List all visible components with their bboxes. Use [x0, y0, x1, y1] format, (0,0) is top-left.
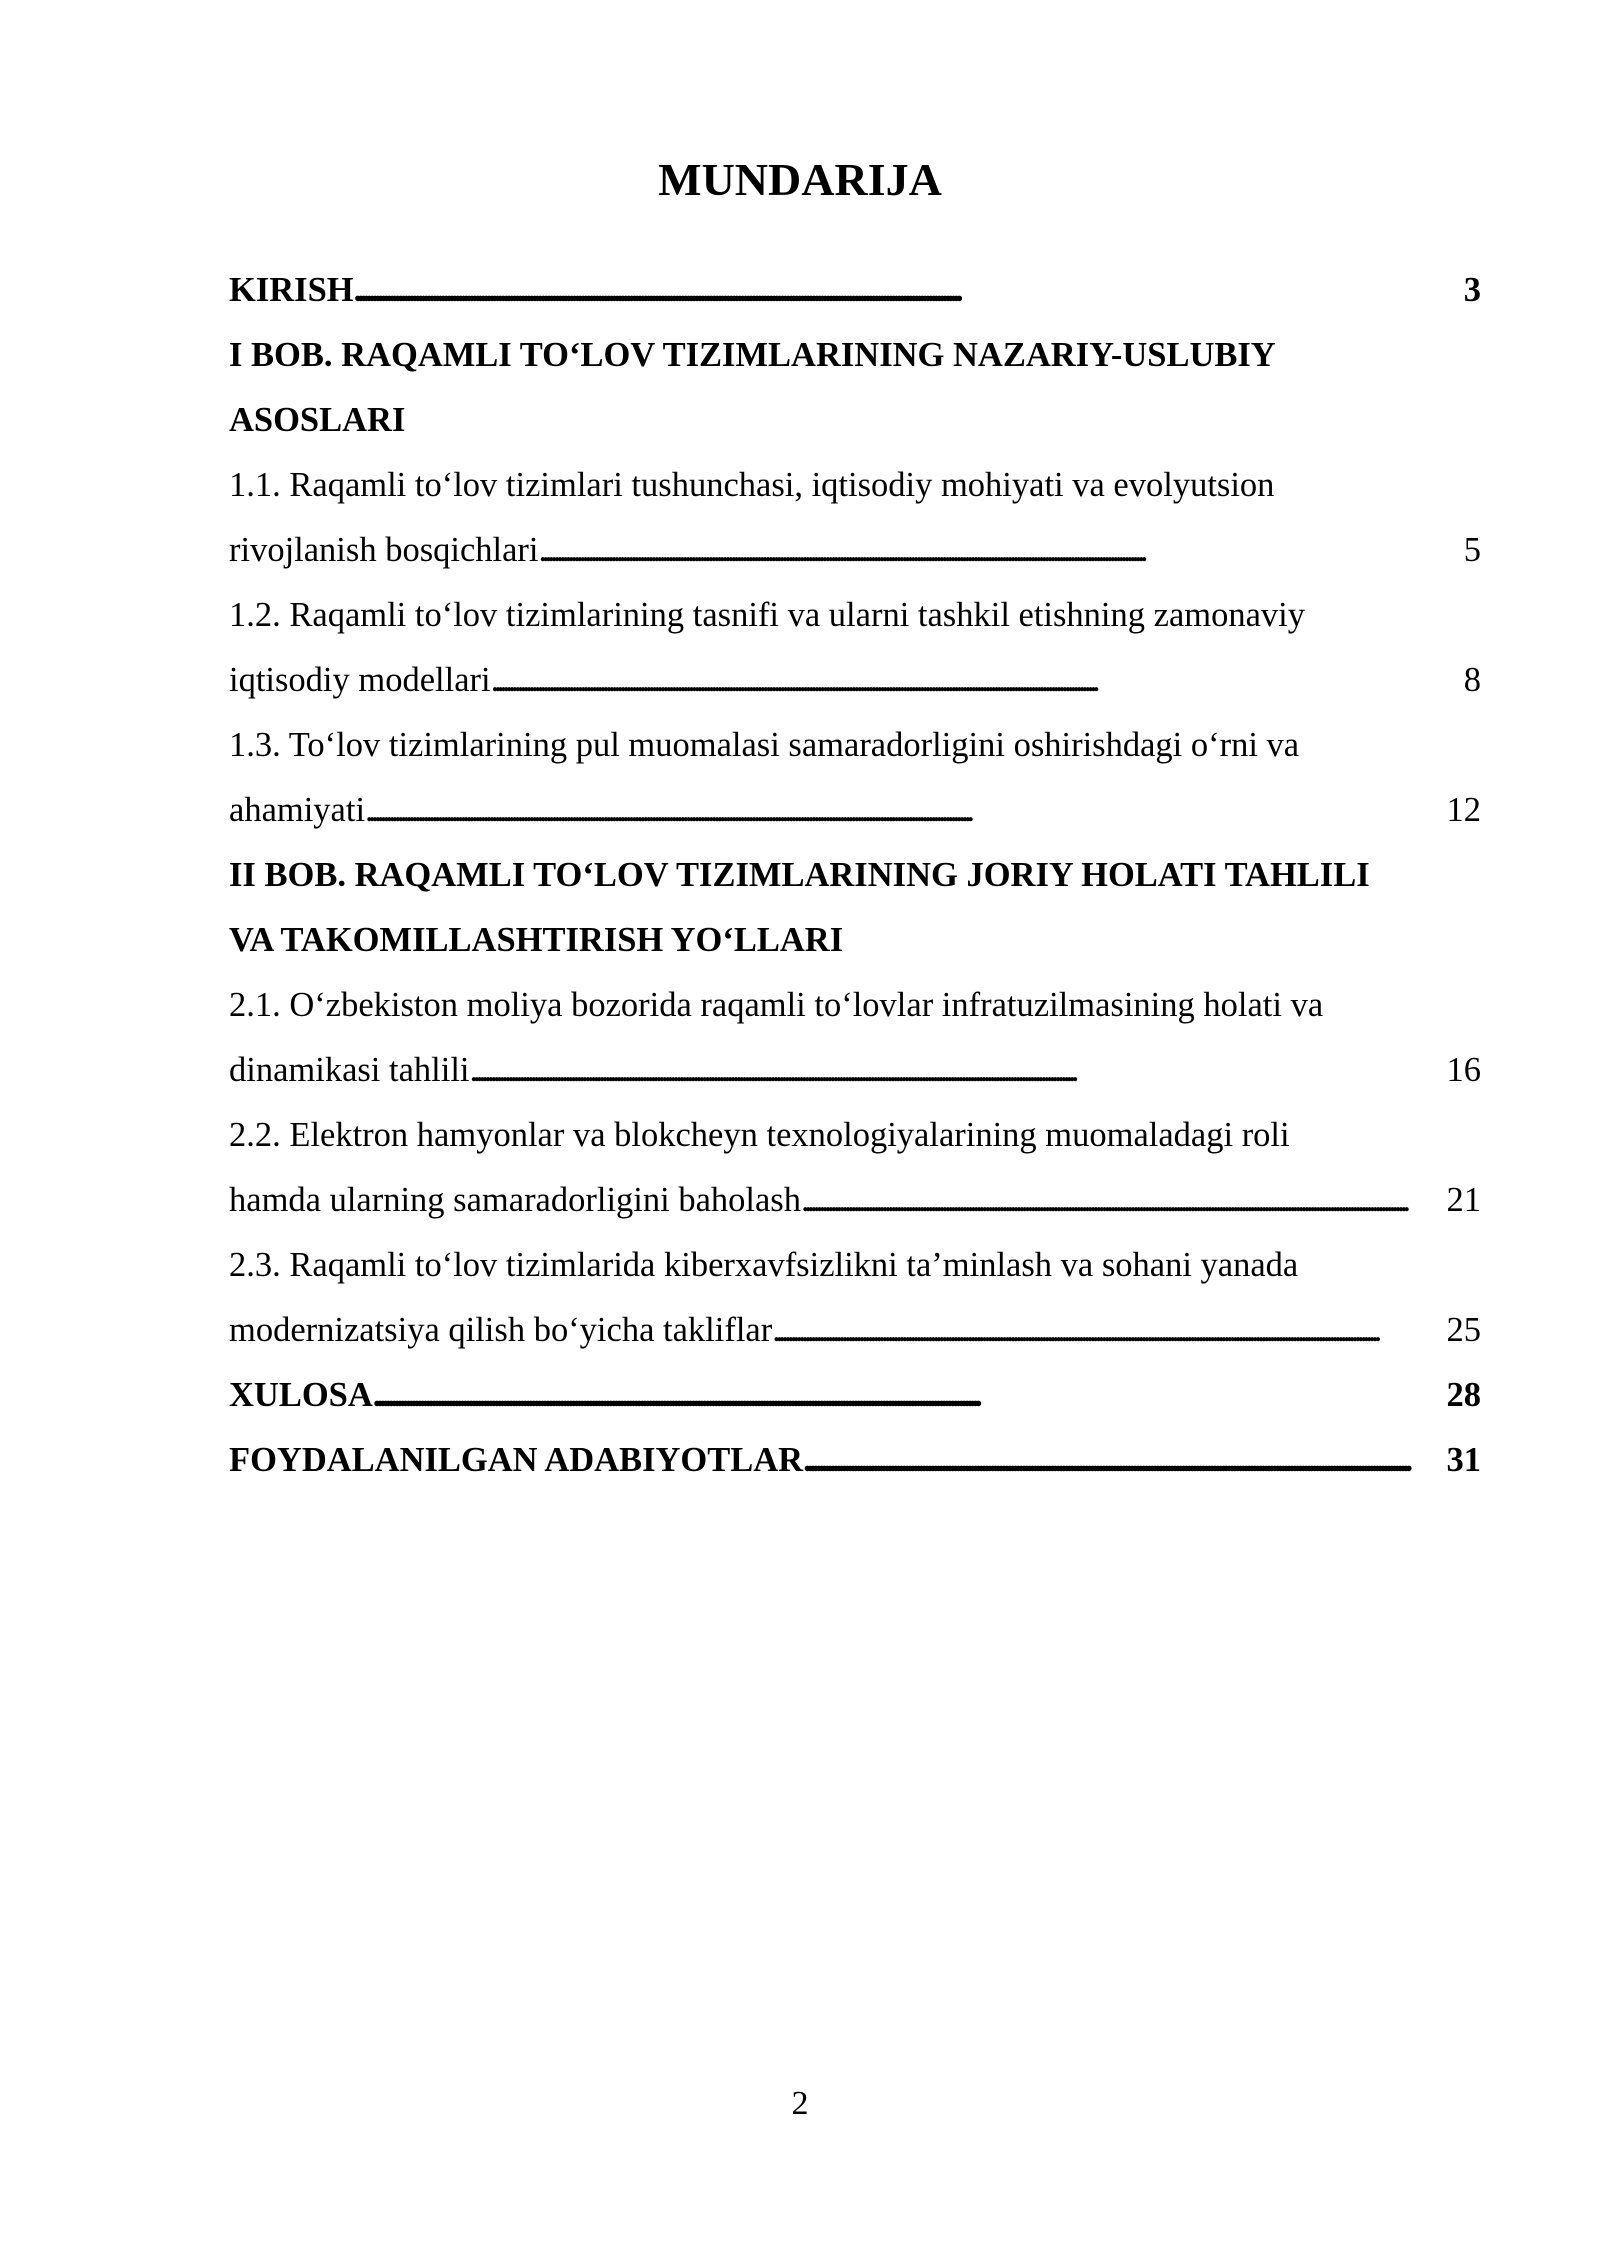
table-of-contents: [229, 258, 1481, 1493]
toc-leader-dots: [803, 1428, 1446, 1493]
toc-section-1-3[interactable]: 1.3. To‘lov tizimlarining pul muomalasi samaradorligini oshirishdagi o‘rni va: [229, 726, 1300, 764]
toc-section-1-2-cont[interactable]: [229, 648, 1481, 713]
toc-entry-text: iqtisodiy modellari: [229, 661, 491, 699]
toc-entry-text: dinamikasi tahlili: [229, 1051, 470, 1089]
toc-section-2-3[interactable]: 2.3. Raqamli to‘lov tizimlarida kiberxavfsizlikni ta’minlash va sohani yanada: [229, 1246, 1299, 1284]
toc-entry-text: ahamiyati: [229, 791, 366, 829]
toc-section-1-3-cont[interactable]: [229, 778, 1481, 843]
toc-page-number: 3: [1463, 271, 1481, 309]
toc-section-1-2[interactable]: 1.2. Raqamli to‘lov tizimlarining tasnifi va ularni tashkil etishning zamonaviy: [229, 596, 1306, 634]
toc-entry-adabiyotlar[interactable]: [229, 1428, 1481, 1493]
toc-section-2-3-cont[interactable]: [229, 1298, 1481, 1363]
toc-chapter-2-heading-cont[interactable]: VA TAKOMILLASHTIRISH YO‘LLARI: [229, 921, 844, 959]
toc-leader-dots: [772, 1298, 1446, 1363]
toc-section-2-2-cont[interactable]: [229, 1168, 1481, 1233]
toc-page-number: 25: [1446, 1311, 1481, 1349]
toc-page-number: 12: [1446, 791, 1481, 829]
toc-section-2-1[interactable]: 2.1. O‘zbekiston moliya bozorida raqamli to‘lovlar infratuzilmasining holati va: [229, 986, 1324, 1024]
toc-entry-text: modernizatsiya qilish bo‘yicha takliflar: [229, 1311, 773, 1349]
toc-page-number: 5: [1463, 531, 1481, 569]
toc-page-number: 21: [1446, 1181, 1481, 1219]
toc-section-1-1[interactable]: 1.1. Raqamli to‘lov tizimlari tushunchasi, iqtisodiy mohiyati va evolyutsion: [229, 466, 1275, 504]
toc-entry-xulosa[interactable]: [229, 1363, 1481, 1428]
toc-leader-dots: [373, 1363, 1447, 1428]
toc-leader-dots: [365, 778, 1446, 843]
toc-page-number: 16: [1446, 1051, 1481, 1089]
toc-leader-dots: [801, 1168, 1447, 1233]
toc-page-number: 28: [1446, 1376, 1481, 1414]
page-title: MUNDARIJA: [658, 154, 942, 205]
toc-leader-dots: [539, 518, 1464, 583]
toc-chapter-1-heading[interactable]: I BOB. RAQAMLI TO‘LOV TIZIMLARINING NAZARIY-USLUBIY: [229, 336, 1276, 374]
toc-leader-dots: [354, 258, 1464, 323]
toc-page-number: 31: [1446, 1441, 1481, 1479]
toc-section-1-1-cont[interactable]: [229, 518, 1481, 583]
toc-section-2-2[interactable]: 2.2. Elektron hamyonlar va blokcheyn texnologiyalarining muomaladagi roli: [229, 1116, 1290, 1154]
toc-chapter-1-heading-cont[interactable]: ASOSLARI: [229, 401, 406, 439]
page-number: 2: [791, 2085, 809, 2122]
toc-leader-dots: [470, 1038, 1447, 1103]
toc-section-2-1-cont[interactable]: [229, 1038, 1481, 1103]
toc-page-number: 8: [1463, 661, 1481, 699]
toc-entry-kirish[interactable]: [229, 258, 1481, 323]
toc-entry-text: hamda ularning samaradorligini baholash: [229, 1181, 801, 1219]
toc-leader-dots: [491, 648, 1464, 713]
toc-entry-text: FOYDALANILGAN ADABIYOTLAR: [229, 1441, 804, 1479]
toc-entry-text: XULOSA: [229, 1376, 373, 1414]
toc-entry-text: rivojlanish bosqichlari: [229, 531, 539, 569]
toc-entry-text: KIRISH: [229, 271, 354, 309]
toc-chapter-2-heading[interactable]: II BOB. RAQAMLI TO‘LOV TIZIMLARINING JORIY HOLATI TAHLILI: [229, 856, 1370, 894]
